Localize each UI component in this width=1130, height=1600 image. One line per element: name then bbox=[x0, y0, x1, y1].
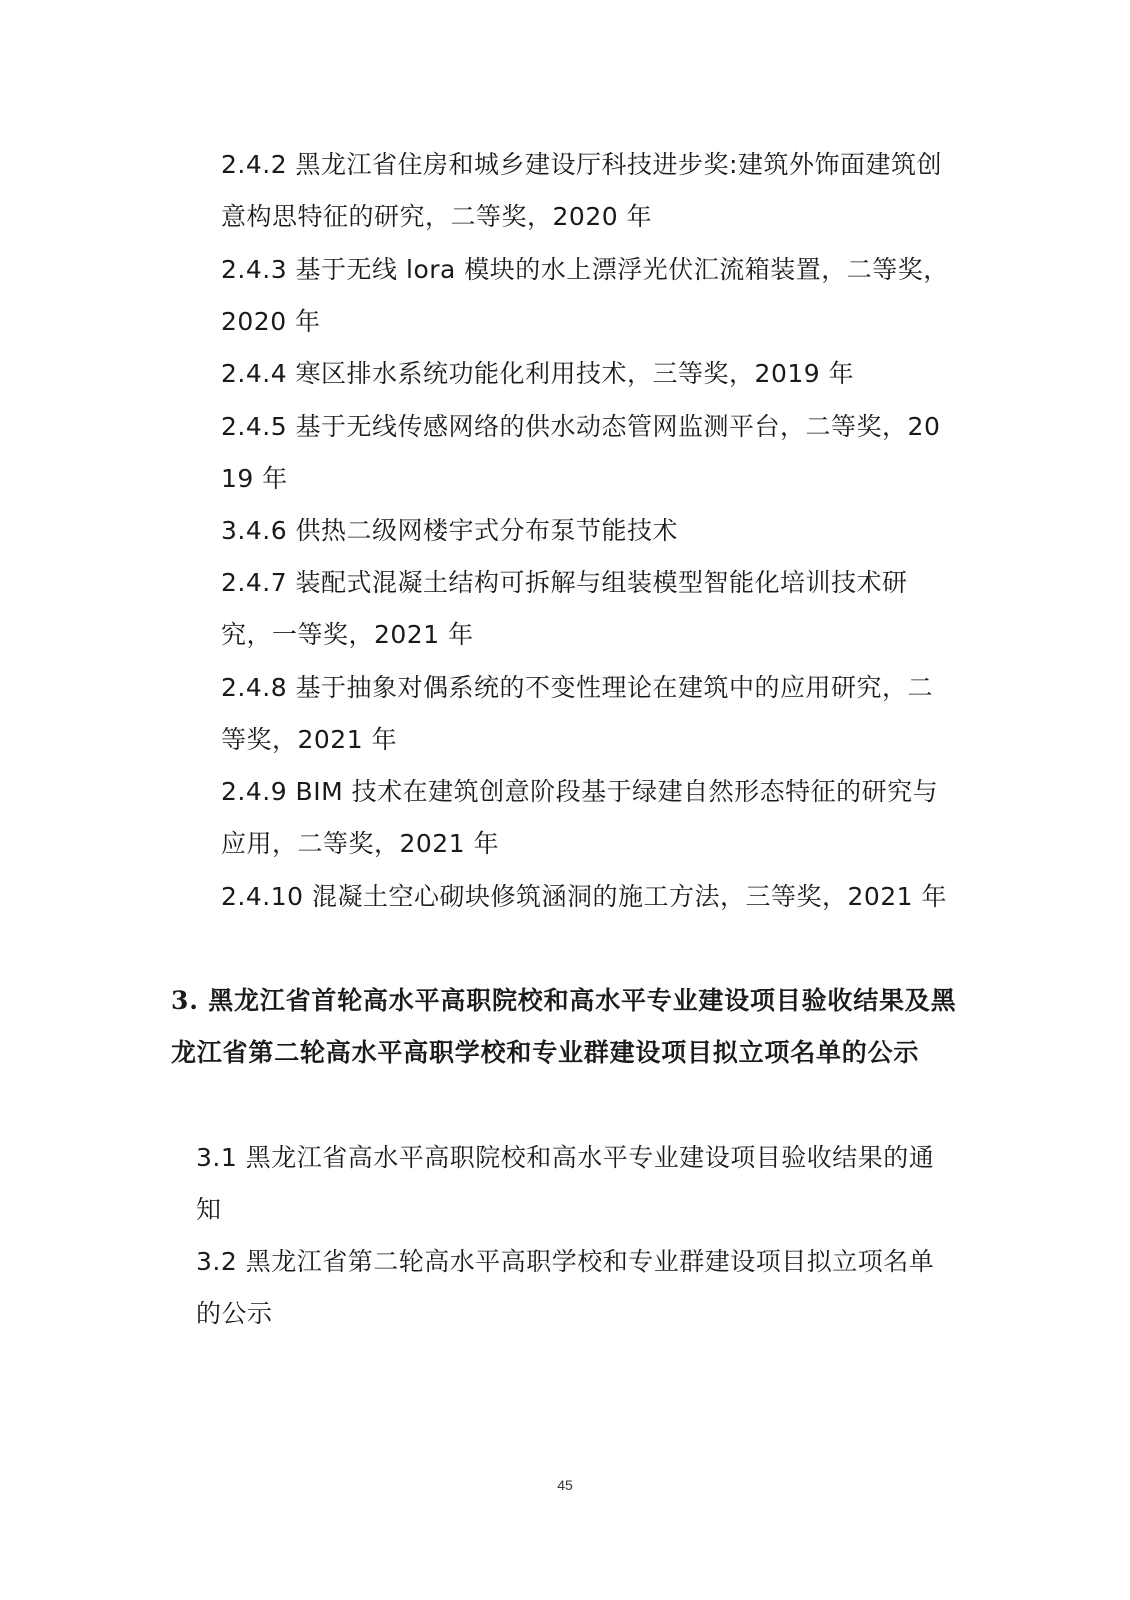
award-item-2-4-10: 2.4.10 混凝土空心砌块修筑涵洞的施工方法，三等奖，2021 年 bbox=[221, 882, 948, 911]
award-item-2-4-7: 2.4.7 装配式混凝土结构可拆解与组装模型智能化培训技术研究，一等奖，2021 年 bbox=[221, 568, 908, 649]
section-3-2-item: 3.2 黑龙江省第二轮高水平高职学校和专业群建设项目拟立项名单的公示 bbox=[196, 1247, 935, 1328]
award-item-2-4-2: 2.4.2 黑龙江省住房和城乡建设厅科技进步奖:建筑外饰面建筑创意构思特征的研究，二等奖，2020 年 bbox=[221, 150, 942, 231]
page-number: 45 bbox=[557, 1477, 573, 1493]
award-item-2-4-4: 2.4.4 寒区排水系统功能化利用技术，三等奖，2019 年 bbox=[221, 359, 855, 388]
award-item-2-4-5: 2.4.5 基于无线传感网络的供水动态管网监测平台，二等奖，2019 年 bbox=[221, 412, 941, 493]
award-item-3-4-6: 3.4.6 供热二级网楼宇式分布泵节能技术 bbox=[221, 516, 679, 545]
award-item-2-4-8: 2.4.8 基于抽象对偶系统的不变性理论在建筑中的应用研究，二等奖，2021 年 bbox=[221, 673, 934, 754]
award-item-2-4-9: 2.4.9 BIM 技术在建筑创意阶段基于绿建自然形态特征的研究与应用，二等奖，2021 年 bbox=[221, 777, 939, 858]
section-3-heading: 3. 黑龙江省首轮高水平高职院校和高水平专业建设项目验收结果及黑龙江省第二轮高水平高职学校和专业群建设项目拟立项名单的公示 bbox=[171, 986, 957, 1067]
section-3-1-item: 3.1 黑龙江省高水平高职院校和高水平专业建设项目验收结果的通知 bbox=[196, 1143, 935, 1224]
award-item-2-4-3: 2.4.3 基于无线 lora 模块的水上漂浮光伏汇流箱装置，二等奖，2020 年 bbox=[221, 255, 949, 336]
